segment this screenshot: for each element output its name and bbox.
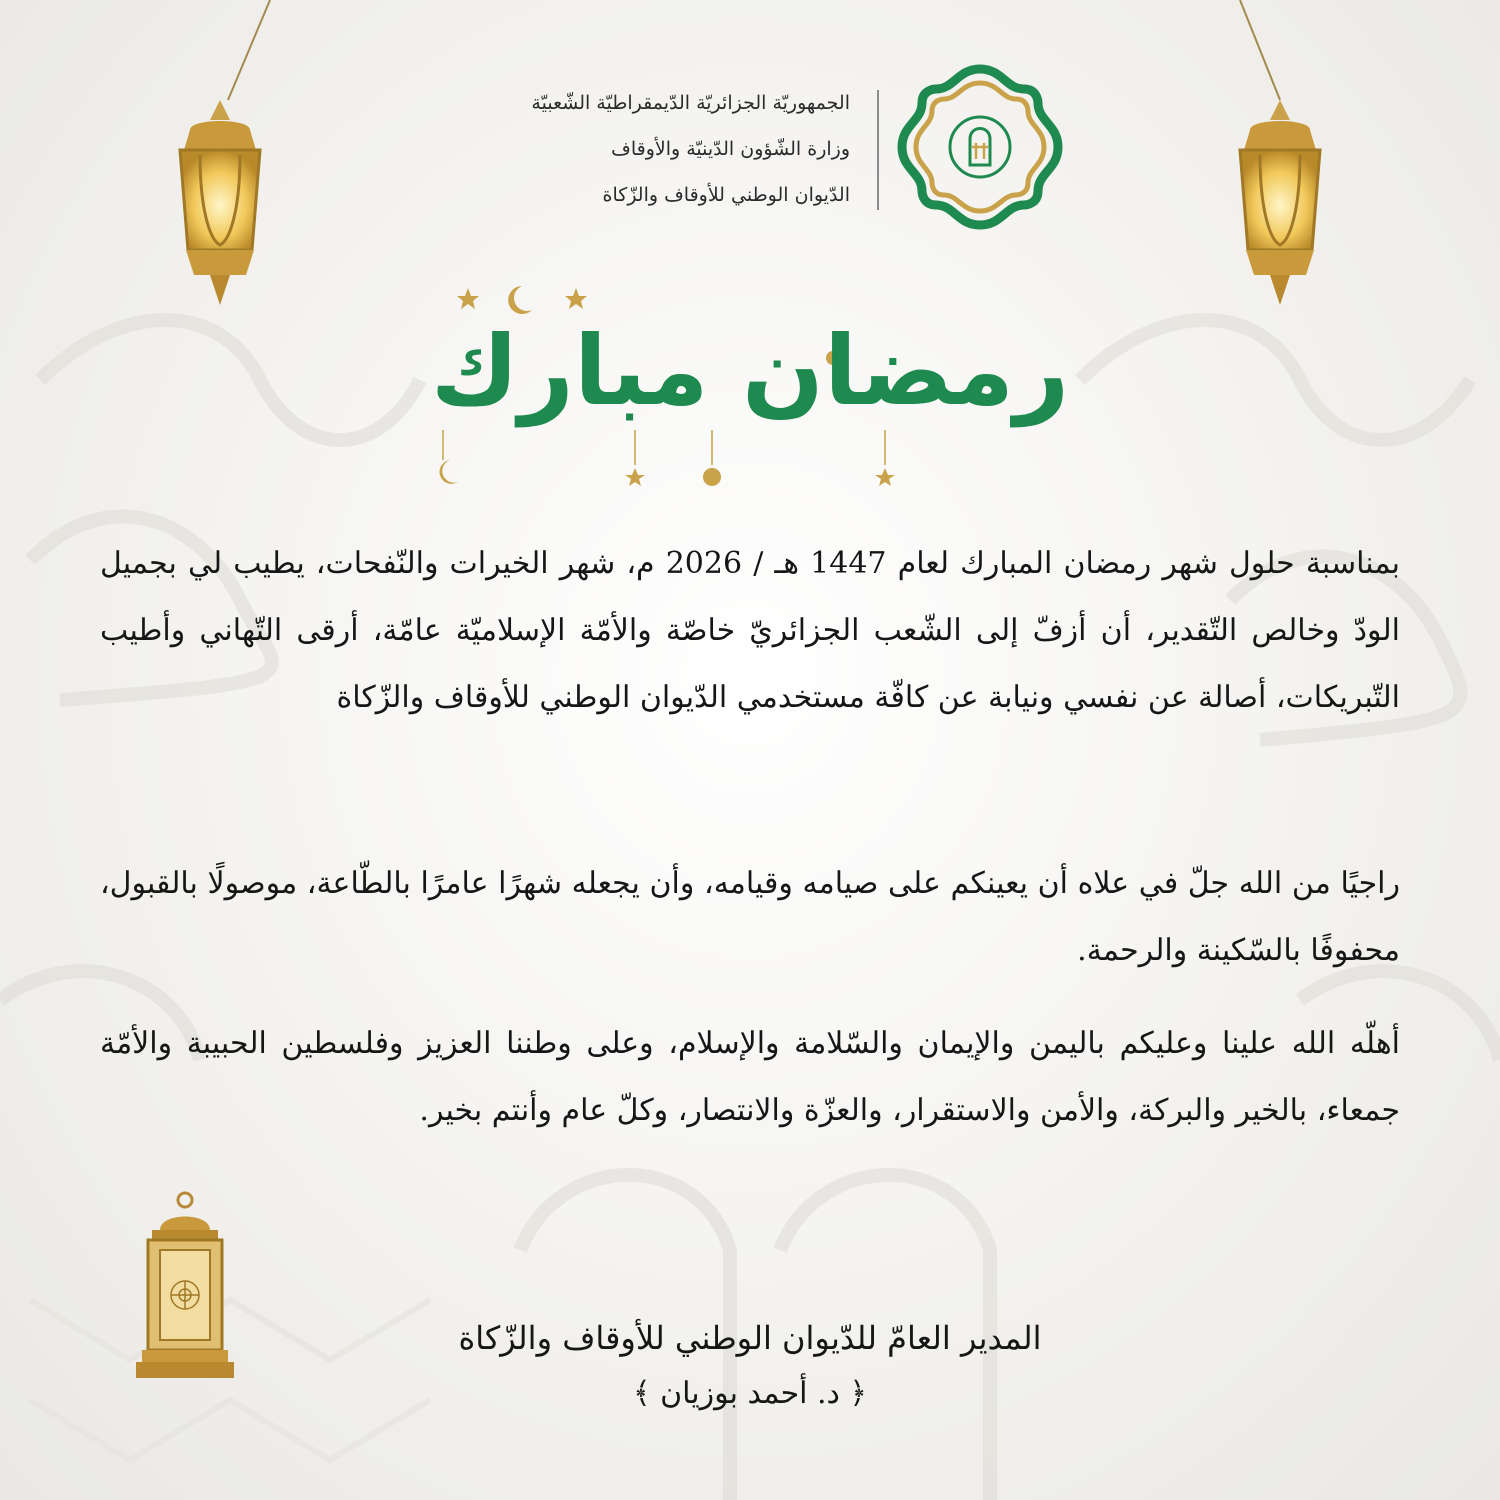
table-lantern-icon	[130, 1190, 240, 1390]
header	[430, 80, 1070, 230]
crescent-icon	[508, 286, 532, 314]
republic-name: الجمهوريّة الجزائريّة الدّيمقراطيّة الشّعبيّة	[531, 92, 850, 114]
star-icon	[565, 288, 587, 309]
ministry-name: وزارة الشّؤون الدّينيّة والأوقاف	[611, 138, 850, 160]
gold-bead-icon	[703, 468, 721, 486]
ramadan-mubarak-title: رمضان مبارك	[430, 315, 1070, 427]
awqaf-emblem-icon	[895, 62, 1065, 232]
greeting-paragraph-3: أهلّه الله علينا وعليكم باليمن والإيمان والسّلامة والإسلام، وعلى وطننا العزيز وفلسطين الحبيبة والأمّة جمعاء، بالخير والبركة، والأمن والاستقرار، والعزّة والانتصار، وكلّ عام وأنتم بخير.	[100, 1026, 1400, 1128]
office-name: الدّيوان الوطني للأوقاف والزّكاة	[602, 184, 850, 206]
signatory-name: ﴿ د. أحمد بوزيان ﴾	[632, 1376, 868, 1411]
crescent-icon	[440, 460, 458, 484]
star-icon	[875, 468, 895, 486]
star-icon	[625, 468, 645, 486]
hanging-lantern-right-icon	[1210, 0, 1350, 330]
institution-name-block	[430, 80, 850, 218]
star-icon	[457, 288, 479, 309]
greeting-paragraph-2: راجيًا من الله جلّ في علاه أن يعينكم على صيامه وقيامه، وأن يجعله شهرًا عامرًا بالطّاعة، موصولًا بالقبول، محفوفًا بالسّكينة والرحمة.	[100, 866, 1400, 968]
signature-block	[300, 1310, 1200, 1422]
hanging-lantern-left-icon	[150, 0, 290, 330]
greeting-paragraph-1: بمناسبة حلول شهر رمضان المبارك لعام 1447 هـ / 2026 م، شهر الخيرات والنّفحات، يطيب لي بجميل الودّ وخالص التّقدير، أن أزفّ إلى الشّعب الجزائريّ خاصّة والأمّة الإسلاميّة عامّة، أرقى التّهاني وأطيب التّبريكات، أصالة عن نفسي ونيابة عن كافّة مستخدمي الدّيوان الوطني للأوقاف والزّكاة	[100, 546, 1401, 715]
ramadan-title-block	[380, 280, 1120, 500]
signatory-title: المدير العامّ للدّيوان الوطني للأوقاف والزّكاة	[458, 1319, 1042, 1357]
header-divider	[877, 90, 879, 210]
